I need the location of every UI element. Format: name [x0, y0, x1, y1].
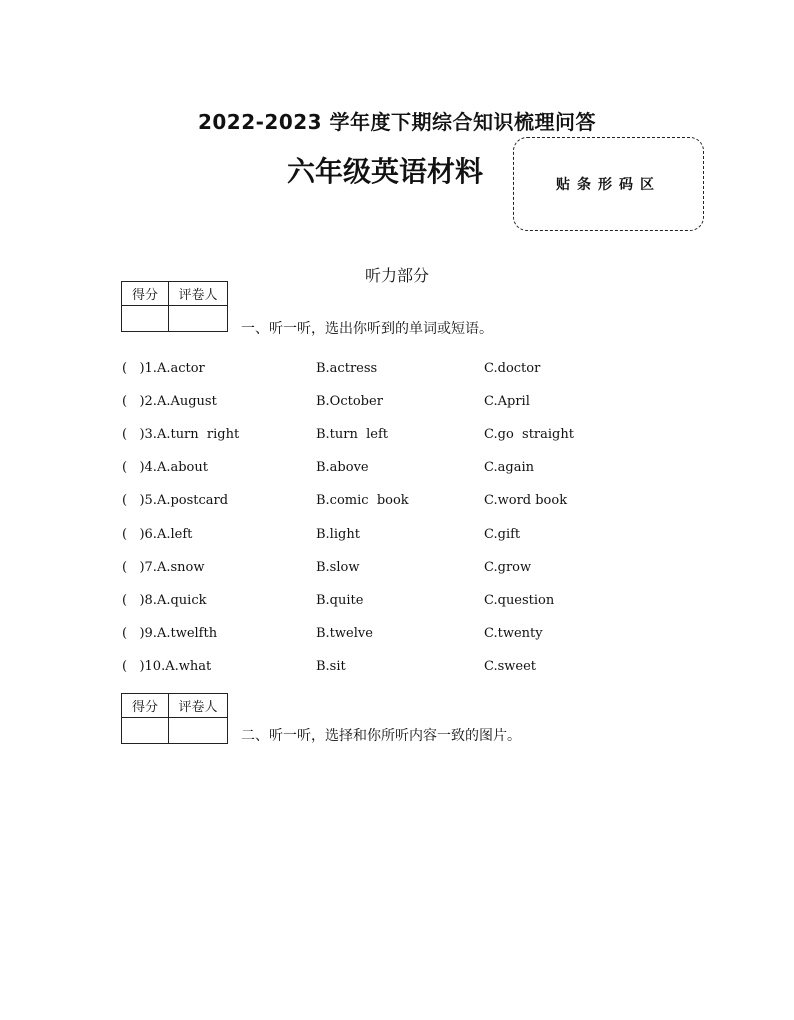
question-row: [122, 427, 682, 447]
question-row: [122, 394, 682, 414]
section2-heading: 二、听一听，选择和你所听内容一致的图片。: [241, 728, 521, 744]
option-b: B.slow: [316, 559, 360, 575]
question-number-option-a[interactable]: ( )6.A.left: [122, 526, 193, 542]
question-row: [122, 361, 682, 381]
question-number-option-a[interactable]: ( )9.A.twelfth: [122, 625, 218, 641]
grader-cell[interactable]: [169, 306, 228, 332]
question-number-option-a[interactable]: ( )8.A.quick: [122, 592, 207, 608]
section1-heading: 一、听一听，选出你听到的单词或短语。: [241, 321, 493, 337]
option-c: C.twenty: [484, 625, 543, 641]
option-b: B.twelve: [316, 625, 373, 641]
grader-label: 评卷人: [169, 694, 228, 718]
option-b: B.quite: [316, 592, 364, 608]
question-number-option-a[interactable]: ( )3.A.turn right: [122, 427, 240, 443]
score-label: 得分: [122, 694, 169, 718]
barcode-label: 贴条形码区: [556, 177, 661, 193]
option-c: C.gift: [484, 526, 521, 542]
option-c: C.go straight: [484, 427, 574, 443]
option-b: B.actress: [316, 361, 378, 376]
option-b: B.comic book: [316, 493, 409, 509]
option-c: C.question: [484, 592, 555, 608]
question-row: [122, 560, 682, 580]
option-b: B.turn left: [316, 427, 389, 443]
option-b: B.above: [316, 460, 369, 476]
option-c: C.grow: [484, 559, 532, 575]
question-number-option-a[interactable]: ( )10.A.what: [122, 658, 212, 674]
option-c: C.again: [484, 460, 534, 476]
question-row: [122, 527, 682, 547]
option-b: B.sit: [316, 658, 346, 674]
option-c: C.sweet: [484, 658, 537, 674]
barcode-area: [513, 137, 704, 231]
option-c: C.doctor: [484, 361, 541, 376]
score-cell[interactable]: [122, 718, 169, 744]
exam-subtitle: 2022-2023 学年度下期综合知识梳理问答: [197, 110, 597, 134]
score-table-2: [121, 693, 228, 744]
question-row: [122, 626, 682, 646]
question-number-option-a[interactable]: ( )7.A.snow: [122, 559, 205, 575]
question-row: [122, 493, 682, 513]
question-number-option-a[interactable]: ( )2.A.August: [122, 394, 217, 410]
grader-cell[interactable]: [169, 718, 228, 744]
option-c: C.word book: [484, 493, 568, 509]
grader-label: 评卷人: [169, 282, 228, 306]
score-label: 得分: [122, 282, 169, 306]
question-number-option-a[interactable]: ( )1.A.actor: [122, 361, 205, 376]
question-number-option-a[interactable]: ( )5.A.postcard: [122, 493, 229, 509]
question-row: [122, 593, 682, 613]
score-table-1: [121, 281, 228, 332]
question-row: [122, 460, 682, 480]
question-number-option-a[interactable]: ( )4.A.about: [122, 460, 208, 476]
part-title: 听力部分: [364, 266, 429, 285]
question-row: [122, 659, 682, 679]
option-b: B.light: [316, 526, 360, 542]
exam-title: 六年级英语材料: [286, 155, 483, 188]
option-b: B.October: [316, 394, 383, 410]
score-cell[interactable]: [122, 306, 169, 332]
option-c: C.April: [484, 394, 530, 410]
